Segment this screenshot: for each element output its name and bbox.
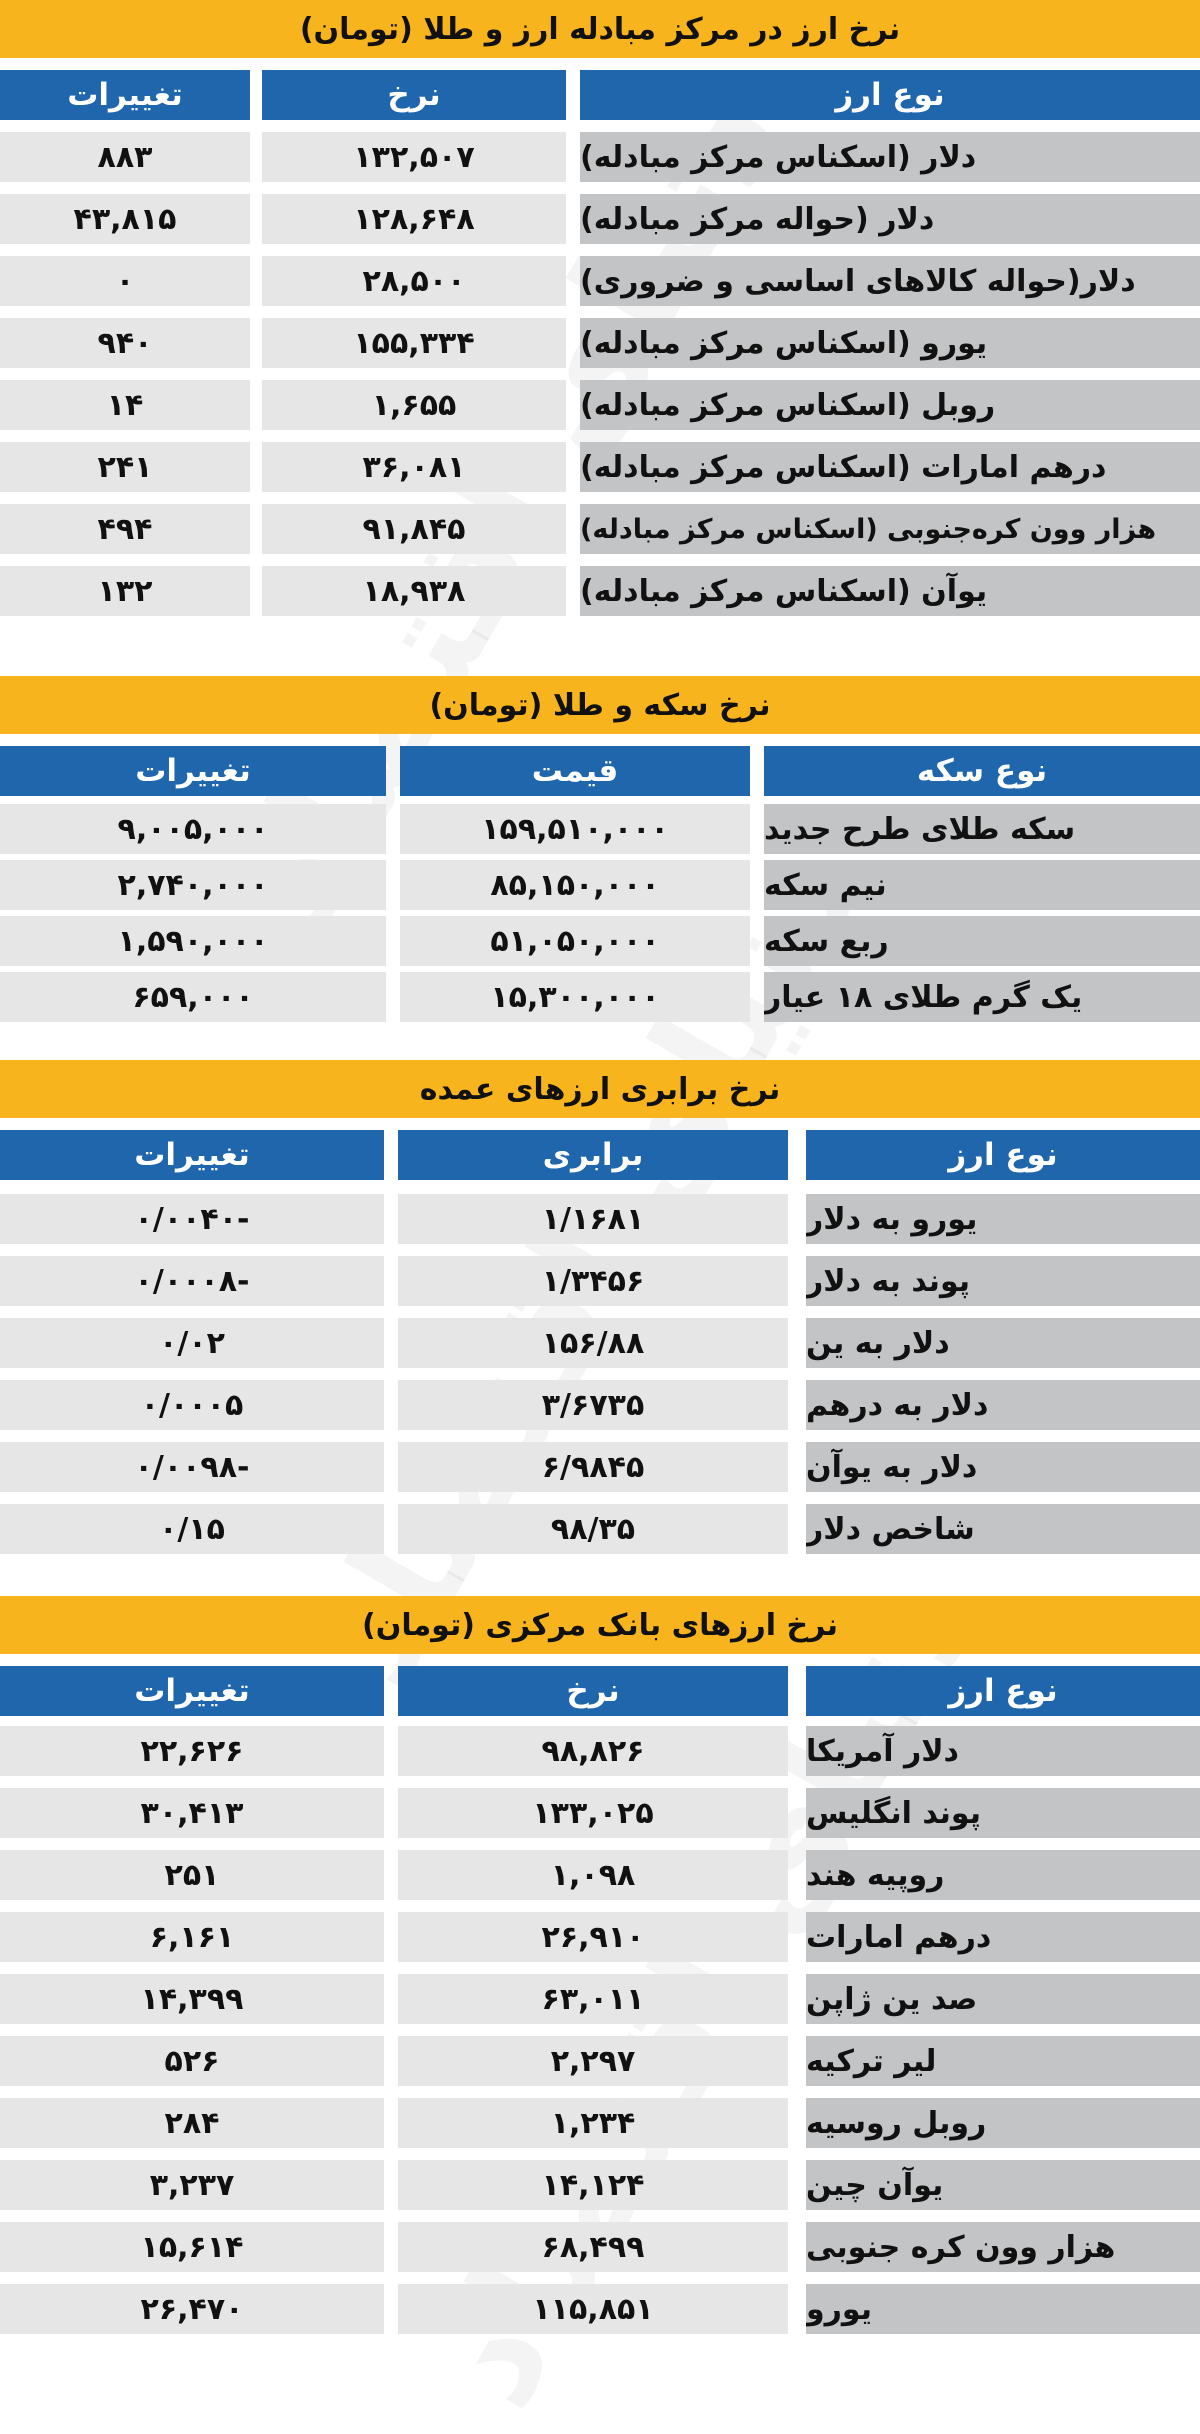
- name-cell: یک گرم طلای ۱۸ عیار: [764, 972, 1200, 1022]
- rate-cell: ۱۴,۱۲۴: [398, 2160, 788, 2210]
- change-cell: ۰/۱۵: [0, 1504, 384, 1554]
- table-row: [0, 1380, 1200, 1430]
- price-cell: ۵۱,۰۵۰,۰۰۰: [400, 916, 750, 966]
- rate-cell: ۱۳۲,۵۰۷: [262, 132, 566, 182]
- table-row: [0, 566, 1200, 616]
- name-cell: هزار وون کره‌جنوبی (اسکناس مرکز مبادله): [580, 504, 1200, 554]
- table-row: [0, 2222, 1200, 2272]
- section-title: نرخ سکه و طلا (تومان): [0, 676, 1200, 734]
- parity-cell: ۶/۹۸۴۵: [398, 1442, 788, 1492]
- change-cell: ۲۲,۶۲۶: [0, 1726, 384, 1776]
- name-cell: درهم امارات: [806, 1912, 1200, 1962]
- name-cell: پوند انگلیس: [806, 1788, 1200, 1838]
- name-cell: یورو (اسکناس مرکز مبادله): [580, 318, 1200, 368]
- change-cell: -۰/۰۰۰۸: [0, 1256, 384, 1306]
- table-row: [0, 1726, 1200, 1776]
- change-cell: ۶,۱۶۱: [0, 1912, 384, 1962]
- change-cell: ۲۸۴: [0, 2098, 384, 2148]
- header-parity: برابری: [398, 1130, 788, 1180]
- section-title: نرخ ارز در مرکز مبادله ارز و طلا (تومان): [0, 0, 1200, 58]
- name-cell: یوآن (اسکناس مرکز مبادله): [580, 566, 1200, 616]
- table-row: [0, 1974, 1200, 2024]
- table-row: [0, 860, 1200, 910]
- change-cell: ۱۴,۳۹۹: [0, 1974, 384, 2024]
- change-cell: ۱۳۲: [0, 566, 250, 616]
- name-cell: دلار به یوآن: [806, 1442, 1200, 1492]
- header-name: نوع سکه: [764, 746, 1200, 796]
- name-cell: پوند به دلار: [806, 1256, 1200, 1306]
- table-header: [0, 1130, 1200, 1180]
- name-cell: دلار (حواله مرکز مبادله): [580, 194, 1200, 244]
- rate-cell: ۱,۶۵۵: [262, 380, 566, 430]
- change-cell: ۴۳,۸۱۵: [0, 194, 250, 244]
- table-row: [0, 1318, 1200, 1368]
- rate-cell: ۱۲۸,۶۴۸: [262, 194, 566, 244]
- table-row: [0, 1788, 1200, 1838]
- name-cell: روبل روسیه: [806, 2098, 1200, 2148]
- rate-cell: ۶۳,۰۱۱: [398, 1974, 788, 2024]
- table-header: [0, 1666, 1200, 1716]
- rate-cell: ۱,۰۹۸: [398, 1850, 788, 1900]
- rate-cell: ۳۶,۰۸۱: [262, 442, 566, 492]
- table-row: [0, 132, 1200, 182]
- change-cell: ۳,۲۳۷: [0, 2160, 384, 2210]
- name-cell: صد ین ژاپن: [806, 1974, 1200, 2024]
- section-title: نرخ ارزهای بانک مرکزی (تومان): [0, 1596, 1200, 1654]
- table-row: [0, 1256, 1200, 1306]
- rate-cell: ۲,۲۹۷: [398, 2036, 788, 2086]
- name-cell: روبل (اسکناس مرکز مبادله): [580, 380, 1200, 430]
- name-cell: دلار آمریکا: [806, 1726, 1200, 1776]
- change-cell: ۱۴: [0, 380, 250, 430]
- rate-cell: ۹۱,۸۴۵: [262, 504, 566, 554]
- header-change: تغییرات: [0, 70, 250, 120]
- table-row: [0, 504, 1200, 554]
- table-row: [0, 916, 1200, 966]
- name-cell: درهم امارات (اسکناس مرکز مبادله): [580, 442, 1200, 492]
- name-cell: دلار به ین: [806, 1318, 1200, 1368]
- parity-cell: ۱/۱۶۸۱: [398, 1194, 788, 1244]
- parity-cell: ۱۵۶/۸۸: [398, 1318, 788, 1368]
- rate-cell: ۱۱۵,۸۵۱: [398, 2284, 788, 2334]
- table-row: [0, 1850, 1200, 1900]
- table-row: [0, 442, 1200, 492]
- header-price: قیمت: [400, 746, 750, 796]
- table-row: [0, 1194, 1200, 1244]
- header-change: تغییرات: [0, 1130, 384, 1180]
- change-cell: ۲۵۱: [0, 1850, 384, 1900]
- change-cell: -۰/۰۰۹۸: [0, 1442, 384, 1492]
- change-cell: ۸۸۳: [0, 132, 250, 182]
- price-cell: ۱۵,۳۰۰,۰۰۰: [400, 972, 750, 1022]
- rate-cell: ۲۸,۵۰۰: [262, 256, 566, 306]
- rate-cell: ۲۶,۹۱۰: [398, 1912, 788, 1962]
- change-cell: ۹,۰۰۵,۰۰۰: [0, 804, 386, 854]
- table-row: [0, 2036, 1200, 2086]
- table-row: [0, 804, 1200, 854]
- header-name: نوع ارز: [806, 1130, 1200, 1180]
- name-cell: یوآن چین: [806, 2160, 1200, 2210]
- name-cell: یورو: [806, 2284, 1200, 2334]
- table-header: [0, 70, 1200, 120]
- name-cell: دلار به درهم: [806, 1380, 1200, 1430]
- table-header: [0, 746, 1200, 796]
- change-cell: ۶۵۹,۰۰۰: [0, 972, 386, 1022]
- rate-cell: ۹۸,۸۲۶: [398, 1726, 788, 1776]
- change-cell: ۴۹۴: [0, 504, 250, 554]
- table-row: [0, 2098, 1200, 2148]
- change-cell: ۲۴۱: [0, 442, 250, 492]
- rate-cell: ۱۵۵,۳۳۴: [262, 318, 566, 368]
- table-row: [0, 972, 1200, 1022]
- name-cell: ربع سکه: [764, 916, 1200, 966]
- header-change: تغییرات: [0, 746, 386, 796]
- table-row: [0, 256, 1200, 306]
- name-cell: هزار وون کره جنوبی: [806, 2222, 1200, 2272]
- header-change: تغییرات: [0, 1666, 384, 1716]
- header-name: نوع ارز: [806, 1666, 1200, 1716]
- change-cell: ۵۲۶: [0, 2036, 384, 2086]
- change-cell: ۲,۷۴۰,۰۰۰: [0, 860, 386, 910]
- table-row: [0, 1442, 1200, 1492]
- name-cell: سکه طلای طرح جدید: [764, 804, 1200, 854]
- name-cell: دلار (اسکناس مرکز مبادله): [580, 132, 1200, 182]
- table-row: [0, 380, 1200, 430]
- parity-cell: ۳/۶۷۳۵: [398, 1380, 788, 1430]
- rate-cell: ۶۸,۴۹۹: [398, 2222, 788, 2272]
- name-cell: شاخص دلار: [806, 1504, 1200, 1554]
- header-rate: نرخ: [398, 1666, 788, 1716]
- table-row: [0, 194, 1200, 244]
- rate-cell: ۱۳۳,۰۲۵: [398, 1788, 788, 1838]
- rate-cell: ۱۸,۹۳۸: [262, 566, 566, 616]
- table-row: [0, 2284, 1200, 2334]
- change-cell: ۰/۰۰۰۵: [0, 1380, 384, 1430]
- name-cell: روپیه هند: [806, 1850, 1200, 1900]
- change-cell: ۳۰,۴۱۳: [0, 1788, 384, 1838]
- section-title: نرخ برابری ارزهای عمده: [0, 1060, 1200, 1118]
- name-cell: نیم سکه: [764, 860, 1200, 910]
- change-cell: ۱,۵۹۰,۰۰۰: [0, 916, 386, 966]
- price-cell: ۸۵,۱۵۰,۰۰۰: [400, 860, 750, 910]
- parity-cell: ۹۸/۳۵: [398, 1504, 788, 1554]
- change-cell: ۱۵,۶۱۴: [0, 2222, 384, 2272]
- name-cell: یورو به دلار: [806, 1194, 1200, 1244]
- name-cell: لیر ترکیه: [806, 2036, 1200, 2086]
- name-cell: دلار(حواله کالاهای اساسی و ضروری): [580, 256, 1200, 306]
- parity-cell: ۱/۳۴۵۶: [398, 1256, 788, 1306]
- change-cell: ۲۶,۴۷۰: [0, 2284, 384, 2334]
- table-row: [0, 2160, 1200, 2210]
- change-cell: ۹۴۰: [0, 318, 250, 368]
- header-name: نوع ارز: [580, 70, 1200, 120]
- table-row: [0, 1912, 1200, 1962]
- rate-cell: ۱,۲۳۴: [398, 2098, 788, 2148]
- change-cell: ۰/۰۲: [0, 1318, 384, 1368]
- price-cell: ۱۵۹,۵۱۰,۰۰۰: [400, 804, 750, 854]
- header-rate: نرخ: [262, 70, 566, 120]
- table-row: [0, 1504, 1200, 1554]
- change-cell: ۰: [0, 256, 250, 306]
- table-row: [0, 318, 1200, 368]
- change-cell: -۰/۰۰۴۰: [0, 1194, 384, 1244]
